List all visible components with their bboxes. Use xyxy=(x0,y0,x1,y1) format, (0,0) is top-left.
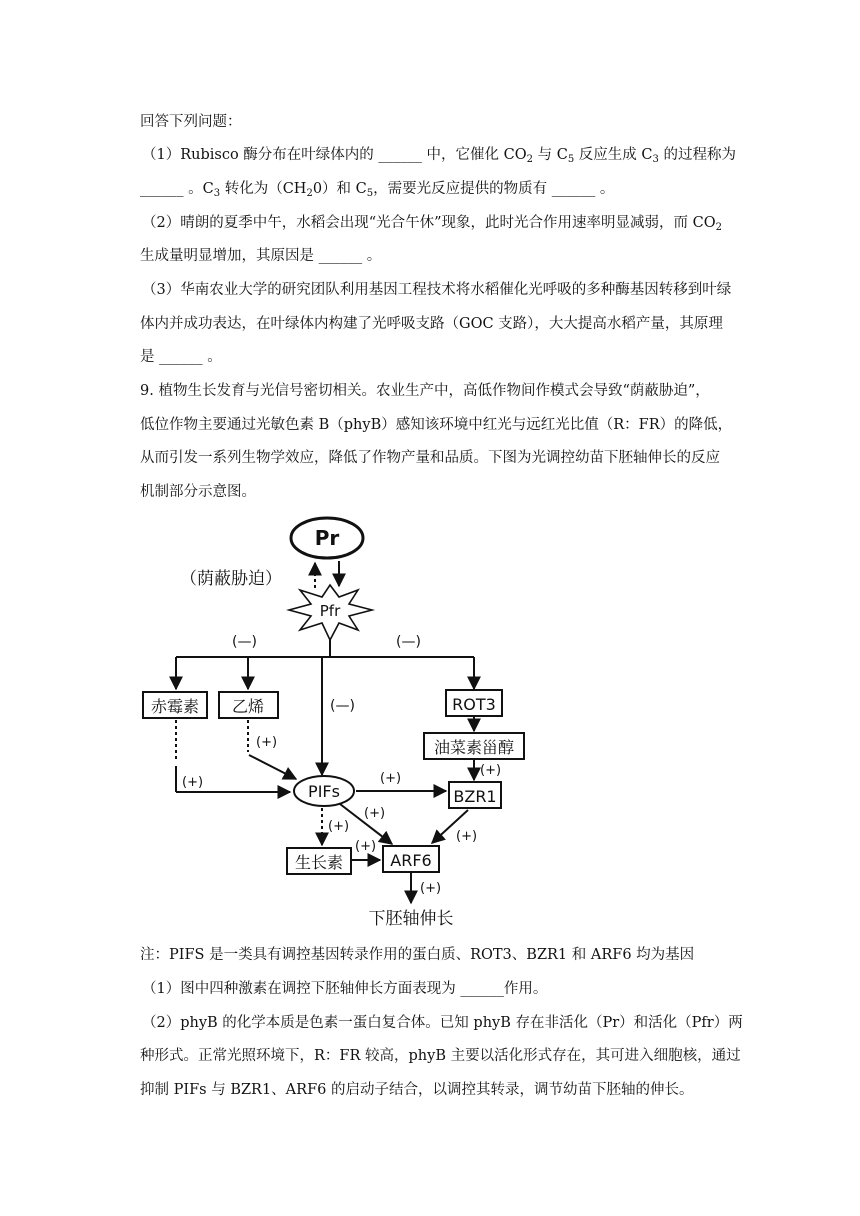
shade-stress-label: （荫蔽胁迫） xyxy=(180,569,282,589)
pfr-label: Pfr xyxy=(319,602,341,620)
ethylene-to-pifs-arrow xyxy=(249,755,296,779)
text-seg: （1）Rubisco 酶分布在叶绿体内的 ______ 中，它催化 CO xyxy=(142,147,527,163)
text-seg: 体内并成功表达，在叶绿体内构建了光呼吸支路（GOC 支路），大大提高水稻产量，其原理 xyxy=(140,316,723,332)
subscript: 5 xyxy=(567,154,575,165)
bzr1-label: BZR1 xyxy=(453,787,497,806)
brassinosteroid-label: 油菜素甾醇 xyxy=(433,738,515,757)
rot3-label: ROT3 xyxy=(452,695,496,714)
pos-label-bzr1-arf6: (+) xyxy=(456,829,478,844)
auxin-label: 生长素 xyxy=(294,853,344,872)
text-seg: （2）phyB 的化学本质是色素一蛋白复合体。已知 phyB 存在非活化（Pr）和活化（Pfr）两 xyxy=(142,1015,743,1031)
pos-label-gibberellin: (+) xyxy=(182,775,204,790)
text-seg: ，需要光反应提供的物质有 ______ 。 xyxy=(373,181,615,197)
text-seg: 低位作物主要通过光敏色素 B（phyB）感知该环境中红光与远红光比值（R：FR）的降低， xyxy=(140,417,733,433)
text-seg: 从而引发一系列生物学效应，降低了作物产量和品质。下图为光调控幼苗下胚轴伸长的反应 xyxy=(140,450,720,466)
subscript: 5 xyxy=(366,188,374,199)
sub-question-1 xyxy=(142,979,547,999)
pifs-label: PIFs xyxy=(308,782,340,801)
subscript: 2 xyxy=(715,222,723,233)
gibberellin-label: 赤霉素 xyxy=(150,697,200,716)
text-seg: 9. 植物生长发育与光信号密切相关。农业生产中，高低作物间作模式会导致“荫蔽胁迫”， xyxy=(140,383,710,399)
arf6-label: ARF6 xyxy=(390,851,432,870)
pos-label-br: (+) xyxy=(480,763,502,778)
subscript: 2 xyxy=(526,154,533,165)
pos-label-pifs-bzr1: (+) xyxy=(380,771,402,786)
neg-label-right: (—) xyxy=(396,634,421,650)
text-seg: （3）华南农业大学的研究团队利用基因工程技术将水稻催化光呼吸的多种酶基因转移到叶绿 xyxy=(142,282,732,298)
pos-label-pifs-auxin: (+) xyxy=(328,819,350,834)
text-seg: 反应生成 C xyxy=(574,147,653,163)
sub-question-2-line-3 xyxy=(140,1080,693,1100)
result-label: 下胚轴伸长 xyxy=(368,909,454,929)
text-seg: （2）晴朗的夏季中午，水稻会出现“光合午休”现象，此时光合作用速率明显减弱，而 CO xyxy=(142,215,716,231)
pos-label-ethylene: (+) xyxy=(256,735,278,750)
neg-label-center: (—) xyxy=(330,698,355,714)
pos-label-auxin-arf6: (+) xyxy=(355,839,377,854)
sub-question-2-line-2 xyxy=(140,1046,741,1066)
note-line xyxy=(140,945,694,965)
text-seg: 机制部分示意图。 xyxy=(140,484,256,500)
text-seg: 抑制 PIFs 与 BZR1、ARF6 的启动子结合，以调控其转录，调节幼苗下胚轴的伸长。 xyxy=(140,1082,694,1098)
text-seg: 生成量明显增加，其原因是 ______ 。 xyxy=(140,248,382,264)
neg-label-left: (—) xyxy=(232,634,257,650)
ethylene-label: 乙烯 xyxy=(231,697,265,716)
subscript: 3 xyxy=(652,154,659,165)
text-seg: （1）图中四种激素在调控下胚轴伸长方面表现为 ______作用。 xyxy=(142,981,548,997)
text-seg: 转化为（CH xyxy=(220,181,307,197)
pos-label-arf6-result: (+) xyxy=(420,881,442,896)
text-line: 回答下列问题： xyxy=(140,114,242,130)
text-seg: 是 ______ 。 xyxy=(140,349,222,365)
text-seg: 种形式。正常光照环境下，R：FR 较高，phyB 主要以活化形式存在，其可进入细胞核，通过 xyxy=(140,1048,741,1064)
text-seg: 注：PIFS 是一类具有调控基因转录作用的蛋白质、ROT3、BZR1 和 ARF6 均为基因 xyxy=(140,947,695,963)
text-seg: 的过程称为 xyxy=(658,147,736,163)
text-seg: 0）和 C xyxy=(312,181,367,197)
subscript: 3 xyxy=(213,188,221,199)
sub-question-2 xyxy=(142,1013,743,1033)
text-seg: ______ 。C xyxy=(140,181,214,197)
pos-label-pifs-arf6: (+) xyxy=(364,806,386,821)
subscript: 2 xyxy=(306,188,313,199)
pr-label: Pr xyxy=(314,526,340,550)
text-seg: 与 C xyxy=(533,147,568,163)
